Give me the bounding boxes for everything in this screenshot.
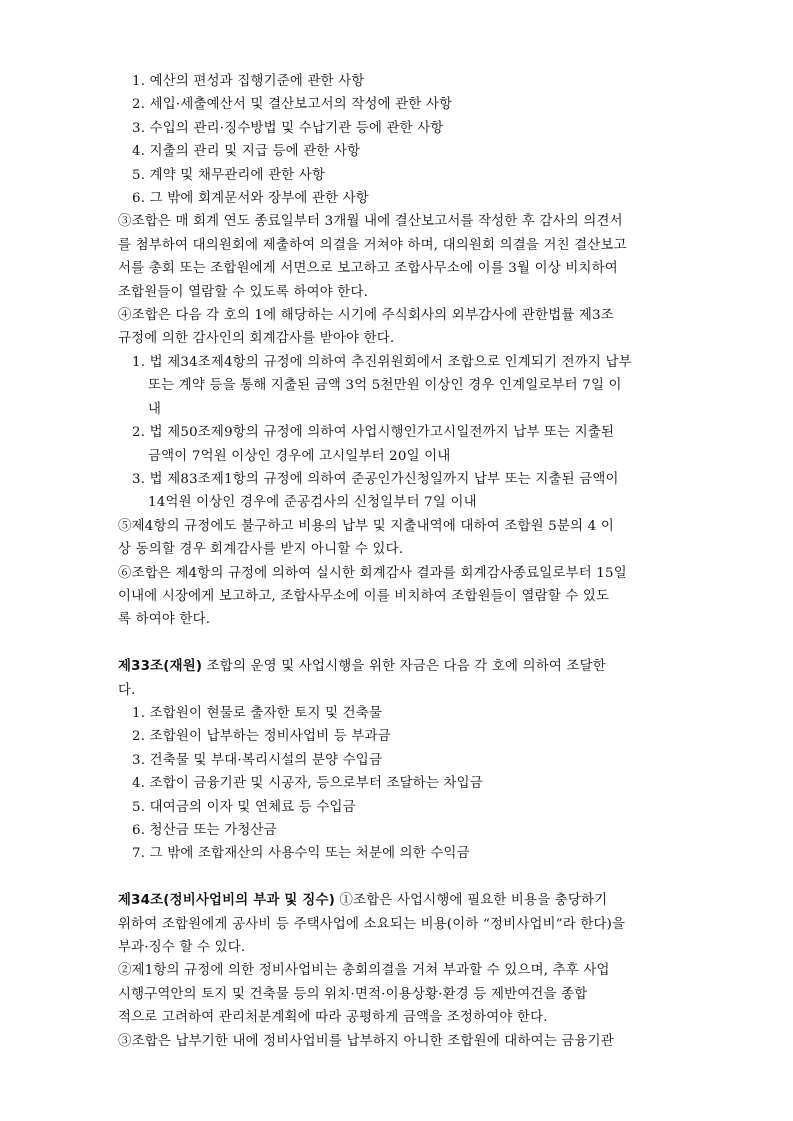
list-item: 2. 조합원이 납부하는 정비사업비 등 부과금 (132, 729, 391, 745)
list-item: 2. 법 제50조제9항의 규정에 의하여 사업시행인가고시일전까지 납부 또는 지출된 (132, 425, 615, 441)
article-first-line (118, 655, 680, 678)
list-item: 1. 예산의 편성과 집행기준에 관한 사항 (132, 74, 365, 89)
paragraph-line: ③조합은 매 회계 연도 종료일부터 3개월 내에 결산보고서를 작성한 후 감사의 의견서 (118, 214, 623, 230)
article-text: ①조합은 사업시행에 필요한 비용을 충당하기 (335, 893, 608, 909)
paragraph-line: ④조합은 다음 각 호의 1에 해당하는 시기에 주식회사의 외부감사에 관한법률 제3조 (118, 308, 614, 324)
article-heading: 제34조(정비사업비의 부과 및 징수) (118, 893, 336, 909)
article-33 (118, 655, 680, 866)
paragraph-line: 규정에 의한 감사인의 회계감사를 받아야 한다. (118, 331, 395, 347)
document-page (118, 70, 680, 1053)
list-item: 5. 계약 및 채무관리에 관한 사항 (132, 167, 326, 183)
article-heading: 제33조(재원) (118, 659, 203, 675)
paragraph-line: 부과·징수 할 수 있다. (118, 940, 246, 955)
article-first-line (118, 889, 680, 912)
paragraph-6 (118, 562, 680, 632)
list-item: 2. 세입·세출예산서 및 결산보고서의 작성에 관한 사항 (132, 97, 453, 113)
paragraph-line: ③조합은 납부기한 내에 정비사업비를 납부하지 아니한 조합원에 대하여는 금융기관 (118, 1033, 614, 1049)
paragraph-4 (118, 304, 680, 351)
section-gap (118, 866, 680, 889)
article-34 (118, 889, 680, 1053)
list-item-continuation: 내 (148, 401, 162, 417)
section-gap (118, 632, 680, 655)
list-item: 6. 청산금 또는 가청산금 (132, 822, 277, 838)
paragraph-line: 록 하여야 한다. (118, 612, 211, 628)
paragraph-line: 서를 총회 또는 조합원에게 서면으로 보고하고 조합사무소에 이를 3월 이상 비치하여 (118, 261, 618, 277)
list-item: 3. 건축물 및 부대·복리시설의 분양 수입금 (132, 752, 383, 768)
paragraph-line: ⑥조합은 제4항의 규정에 의하여 실시한 회계감사 결과를 회계감사종료일로부터 15일 (118, 565, 627, 581)
list-item: 5. 대여금의 이자 및 연체료 등 수입금 (132, 799, 356, 815)
paragraph-line: 이내에 시장에게 보고하고, 조합사무소에 이를 비치하여 조합원들이 열람할 수 있도 (118, 588, 610, 604)
paragraph-3 (118, 210, 680, 304)
list-item: 4. 조합이 금융기관 및 시공자, 등으로부터 조달하는 차입금 (132, 776, 483, 792)
paragraph-line: 시행구역안의 토지 및 건축물 등의 위치·면적·이용상황·환경 등 제반여건을 종합 (118, 986, 588, 1002)
list-item: 1. 법 제34조제4항의 규정에 의하여 추진위원회에서 조합으로 인계되기 전까지 납부 (132, 354, 632, 370)
audit-item-list (118, 351, 680, 515)
paragraph-line: 위하여 조합원에게 공사비 등 주택사업에 소요되는 비용(이하 “정비사업비”라 한다)을 (118, 916, 626, 932)
list-item: 3. 법 제83조제1항의 규정에 의하여 준공인가신청일까지 납부 또는 지출된 금액이 (132, 471, 619, 487)
article-text: 조합의 운영 및 사업시행을 위한 자금은 다음 각 호에 의하여 조달한 (202, 659, 606, 675)
list-item-continuation: 금액이 7억원 이상인 경우에 고시일부터 20일 이내 (148, 448, 451, 464)
list-item: 3. 수입의 관리·징수방법 및 수납기관 등에 관한 사항 (132, 120, 444, 136)
list-item-continuation: 14억원 이상인 경우에 준공검사의 신청일부터 7일 이내 (148, 495, 477, 511)
paragraph-line: ②제1항의 규정에 의한 정비사업비는 총회의결을 거쳐 부과할 수 있으며, 추후 사업 (118, 963, 610, 979)
paragraph-line: 상 동의할 경우 회계감사를 받지 아니할 수 있다. (118, 542, 404, 558)
paragraph-5 (118, 515, 680, 562)
list-item: 4. 지출의 관리 및 지급 등에 관한 사항 (132, 144, 361, 160)
list-item: 1. 조합원이 현물로 출자한 토지 및 건축물 (132, 705, 383, 721)
list-item: 6. 그 밖에 회계문서와 장부에 관한 사항 (132, 191, 369, 207)
list-item: 7. 그 밖에 조합재산의 사용수익 또는 처분에 의한 수익금 (132, 846, 470, 862)
budget-item-list (118, 70, 680, 210)
paragraph-line: 다. (118, 682, 136, 698)
paragraph-line: ⑤제4항의 규정에도 불구하고 비용의 납부 및 지출내역에 대하여 조합원 5분의 4 이 (118, 518, 614, 534)
paragraph-line: 조합원들이 열람할 수 있도록 하여야 한다. (118, 284, 369, 300)
paragraph-line: 를 첨부하여 대의원회에 제출하여 의결을 거쳐야 하며, 대의원회 의결을 거친 결산보고 (118, 237, 627, 253)
paragraph-line: 적으로 고려하여 관리처분계획에 따라 공평하게 금액을 조정하여야 한다. (118, 1010, 548, 1026)
list-item-continuation: 또는 계약 등을 통해 지출된 금액 3억 5천만원 이상인 경우 인계일로부터 7일 이 (148, 378, 622, 394)
